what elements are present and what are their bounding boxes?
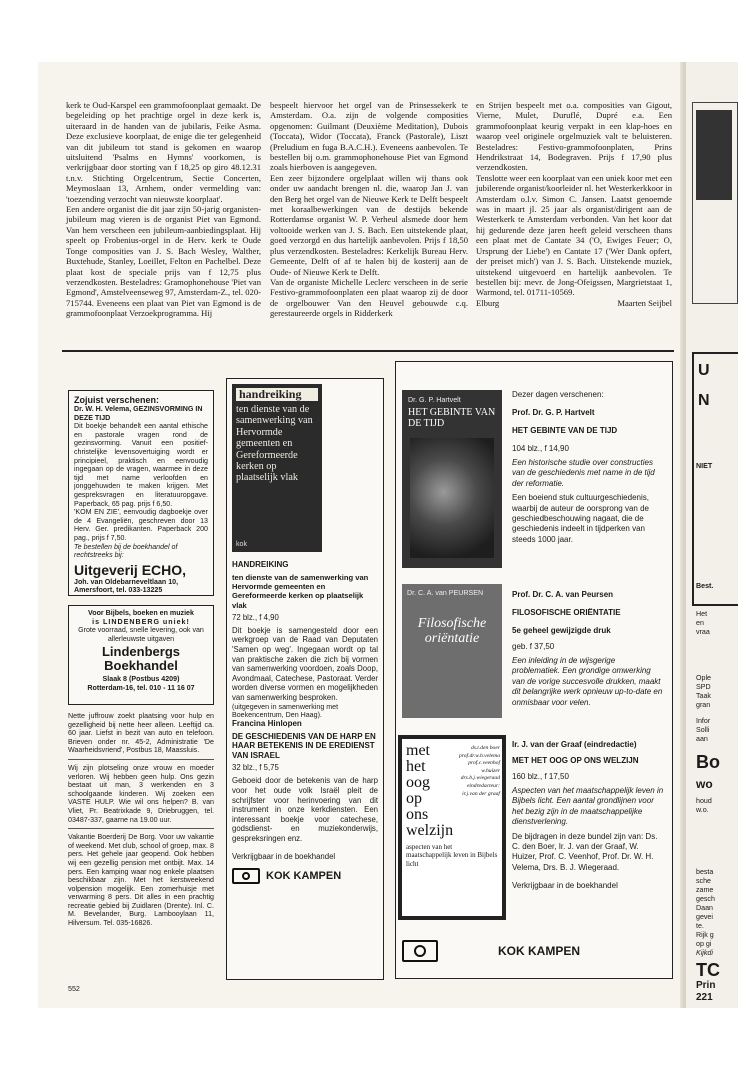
ad-lindenberg [68,605,214,705]
ad-address: Joh. van Oldebarneveltlaan 10, Amersfoort, tel. 033-13225 [74,577,179,595]
kok-brand-row [402,940,580,962]
article-column-2 [270,100,468,319]
neighbor-fragment: sche [696,877,711,885]
neighbor-fragment: Ople [696,674,711,682]
neighbor-fragment: Infor [696,717,711,725]
book-cover-handreiking [232,384,322,552]
book-title: HANDREIKING [232,560,289,569]
cover-word: ons [406,806,429,823]
classified-divider [68,828,214,829]
page-number: 552 [68,985,80,993]
ad-item: 'KOM EN ZIE', eenvoudig dagboekje over de 4 Evangeliën, geschreven door 13 Herv. Ger. predikanten. Paperback 200 pag., prijs f 7,50. [74,508,208,542]
cover-word: oog [406,774,430,791]
article-paragraph: Tenslotte weer een koorplaat van een uniek koor met een jubilerende organist/koorleider nl. het Westerkerkkoor in Amsterdam o.l.v. Simon C. Jansen. Laatst genoemde was in maart jl. 25 jaar als organist/dirigent aan de Westerkerk te Amsterdam verbonden. Van het koor dat hij gedurende deze jaren heeft geleid verscheen thans een plaat met de Cantate 34 ('O, Ewiges Feuer; O, Ursprung der Liebe') en Cantate 17 ('Wer Dank opfert, der preiset mich') van J. S. Bach. Uitstekende muziek, uitstekend uitgevoerd en hartelijk aanbevolen. Te bestellen bij: mevr. de Jong-Ofeigssen, Margrietstaat 1, Warmond, tel. 01711-10569. [476,172,672,298]
cover-word: welzijn [406,822,454,839]
cover-subtitle: aspecten van het maatschappelijk leven in Bijbels licht [406,843,498,868]
book-price: geb. f 37,50 [512,642,555,651]
cover-author: ds.t.den boer [470,745,500,751]
cover-artwork [410,438,494,558]
cover-subtitle: ten dienste van de samenwerking van Hervormde gemeenten en Gereformeerde kerken op plaatselijk vlak [236,404,313,484]
book-author: Prof. Dr. G. P. Hartvelt [512,408,595,417]
neighbor-fragment: N [698,392,710,409]
brand-name: KOK KAMPEN [266,869,342,882]
neighbor-fragment: vraa [696,628,710,636]
neighbor-fragment: gesch [696,895,715,903]
book-price: 72 blz., f 4,90 [232,612,279,622]
article-paragraph: en Strijen bespeelt met o.a. composities van Gigout, Vierne, Mulet, Duruflé, Dupré e.a. Een grammofoonplaat keurig verpakt in een klap-hoes en waarop veel originele orgelmuziek valt te beluisteren. Besteladres: Festivo-grammofoonplaten, Prins Hendrikstraat 14, Bodegraven. Prijs f 17,90 plus verzendkosten. [476,100,672,173]
article-paragraph: bespeelt hiervoor het orgel van de Prinsessekerk te Amsterdam. O.a. zijn de volgende composities opgenomen: Guilmant (Deuxième Meditation), Dubois (Toccata), Widor (Toccata), Franck (Pastorale), Liszt (Preludium en fuga B.A.C.H.). Eveneens aanbevolen. Te bestellen bij o.m. grammophonehouse Piet van Egmond zoals hierboven is aangegeven. [270,100,468,173]
article-column-1 [66,100,261,319]
neighbor-fragment: Rijk g [696,931,714,939]
ad-publisher: Uitgeverij ECHO, [74,561,187,578]
classified-ad: Nette juffrouw zoekt plaatsing voor hulp en gezelligheid bij nette heer alleen. Leeftijd ca. 60 jaar. Liefst in bezit van auto en telefoon. Brieven onder nr. 45-2, Administratie 'De Waarheidsvriend', Postbus 18, Maassluis. [68,712,214,755]
neighbor-fragment: gevei [696,913,713,921]
article-paragraph: Van de organiste Michelle Leclerc verscheen in de serie Festivo-grammofoonplaten een plaat waarop zij de door de orgelbouwer Van den Heuvel gebouwde c.q. gerestaureerde orgels in Ridderkerk [270,276,468,319]
neighbor-fragment: te. [696,922,704,930]
book-cover-gebinte [402,390,502,568]
cover-author: ir.j.van der graaf [462,790,500,797]
neighbor-fragment: en [696,619,704,627]
kok-right-text-2 [512,590,664,708]
neighbor-fragment: SPD [696,683,711,691]
neighbor-fragment: w.o. [696,806,709,814]
book-price: 32 blz., f 5,75 [232,763,279,773]
classified-divider [68,759,214,760]
classified-ad: Vakantie Boerderij De Borg. Voor uw vakantie of weekend. Met club, school of groep, max. 8 pers. Het gehele jaar geopend. Ook hebben wij een gezellig pension met ontbijt. Max. 14 pers. Een kamping waar nog enkele plaatsen beschikbaar zijn. Met het kerstweekend volpension mogelijk. Een zomerhuisje met verwarming 8 pers. Dit alles in een prachtig recreatie gebied bij Zuidlaren (Drente). Inl. C. M. Bevelander, Burg. Lambooylaan 11, Hilversum. Tel. 035-16826. [68,833,214,928]
neighbor-box [692,352,738,606]
kok-right-text-1 [512,390,664,545]
book-title: HET GEBINTE VAN DE TIJD [512,426,618,435]
neighbor-fragment: aan [696,735,708,743]
book-subtitle: ten dienste van de samenwerking van Hervormde gemeenten en Gereformeerde kerken op plaatselijk vlak [232,573,369,610]
neighbor-fragment: NIET [696,462,713,470]
classifieds [68,712,214,928]
book-price: 160 blz., f 17,50 [512,772,569,781]
book-author: Francina Hinlopen [232,718,302,728]
cover-author: prof.c.veenhof [468,760,500,767]
ad-heading: Zojuist verschenen: [74,395,160,405]
ad-intro: Dezer dagen verschenen: [512,390,604,399]
ad-line: Grote voorraad, snelle levering, ook van allerleuwste uitgaven [78,626,204,643]
ad-address: Rotterdam-16, tel. 010 - 11 16 07 [87,683,195,692]
brand-name: KOK KAMPEN [498,944,581,958]
book-edition: 5e geheel gewijzigde druk [512,626,611,635]
ad-line: is LINDENBERG uniek! [92,617,190,626]
book-author: Prof. Dr. C. A. van Peursen [512,590,614,599]
article-place: Elburg [476,297,500,308]
neighbor-fragment: Taak [696,692,711,700]
ad-line: Voor Bijbels, boeken en muziek [88,609,194,617]
neighbor-fragment: wo [696,777,713,791]
book-title: DE GESCHIEDENIS VAN DE HARP EN HAAR BETEKENIS IN DE EREDIENST VAN ISRAEL [232,731,376,760]
book-description: Dit boekje is samengesteld door een werkgroep van de Raad van Deputaten 'Samen op weg'. Ingegaan wordt op tal van praktische zaken die zich bij vormen van samenwerking voordoen, zoals Doop, Avondmaal, Catechese, Pastoraat. Verder worden diverse vormen en mogelijkheden van samenwerking besproken. [232,625,378,702]
kok-brand [232,868,378,884]
ad-shop-name: Lindenbergs [101,644,180,660]
kok-logo-icon [402,940,438,962]
cover-words [406,743,453,839]
neighbor-fragment: Bo [696,752,720,772]
kok-left-text [232,560,378,884]
neighbor-fragment: Daan [696,904,713,912]
ad-book-title: Dr. W. H. Velema, GEZINSVORMING IN DEZE TIJD [74,405,203,422]
cover-author: eindredacteur: [466,782,500,789]
cover-title: Filosofische oriëntatie [417,615,487,646]
book-description: Een inleiding in de wijsgerige problematiek. Een grondige omwerking van de vorige succesvolle drukken, maakt dit belangrijke werk opnieuw up-to-date en onmisbaar voor velen. [512,656,663,707]
kok-right-text-3 [512,740,664,891]
article-author: Maarten Seijbel [617,297,672,308]
cover-word: met [406,742,430,759]
neighbor-fragment: 221 [696,992,713,1003]
article-paragraph: Een zeer bijzondere orgelplaat willen wij thans ook onder uw aandacht brengen nl. die, waarop Jan J. van den Berg het orgel van de Nieuwe Kerk te Delft bespeelt met koraalbewerkingen van de destijds bekende Rotterdamse organist W. P. Verheul alsmede door hem voltooide werken van J. S. Bach. Een uitstekende plaat, goed verzorgd en dus hartelijk aanbevolen. Prijs f 18,50 plus verzendkosten. Besteladres: Kerkelijk Bureau Herv. Gemeente, Delft of af te halen bij de kosterij aan de Oude- of Nieuwe Kerk te Delft. [270,172,468,277]
neighbor-fragment: gran [696,701,711,709]
book-editor: Ir. J. van der Graaf (eindredactie) [512,740,637,749]
neighbor-page [684,62,738,1008]
book-description: Een boeiend stuk cultuurgeschiedenis, waarbij de auteur de oorsprong van de geschiedbeschouwing nagaat, die de geschiedenis indeelt in tijdperken van steeds 1000 jaar. [512,493,649,544]
article-paragraph: Een andere organist die dit jaar zijn 50-jarig organisten-jubileum mag vieren is de organist Piet van Egmond. Van hem verscheen een jubileum-aanbiedingsplaat. Hij speelt op Frobenius-orgel in de Herv. kerk te Oude Tonge composities van J. S. Bach Wesley, Walther, Buxtehude, Stanley, Loeillet, Felton en Pachelbel. Deze plaat kost de speciale prijs van f 12,75 plus verzendkosten. Besteladres: Gramophonehouse 'Piet van Egmond', Amstelveenseweg 97, Amsterdam-Z., tel. 020-715744. Eveneens een plaat van Piet van Egmond is de grammofoonplaat Verzoekprogramma. Hij [66,204,261,319]
cover-title: handreiking [236,388,318,401]
cover-word: het [406,758,426,775]
cover-author: w.huizer [481,767,500,774]
article-paragraph: kerk te Oud-Karspel een grammofoonplaat gemaakt. De begeleiding op het prachtige orgel in deze kerk is, uiteraard in de handen van de jubilaris, Feike Asma. Deze exclusieve koorplaat, de enige die ter gelegenheid van dit jubileum tot stand is gekomen en waarop uitsluitend 'Psalms en Hymns' voorkomen, is verkrijgbaar door storting van f 18,25 op giro 48.12.31 t.n.v. Stichting Orgelcentrum, Sectie Concerten, Meymoslaan 13, Arnhem, onder vermelding van: 'toezending verzocht van nieuwste koorplaat'. [66,100,261,204]
neighbor-fragment: Solli [696,726,710,734]
book-tagline: Een historische studie over constructies van de geschiedenis met name in de tijd der reformatie. [512,458,655,488]
neighbor-fragment: houd [696,797,712,805]
availability-note: Verkrijgbaar in de boekhandel [512,881,618,891]
article-column-3 [476,100,672,308]
book-title: MET HET OOG OP ONS WELZIJN [512,756,639,765]
ad-address: Slaak 8 (Postbus 4209) [102,675,180,684]
neighbor-fragment: Kijkdi [696,949,713,957]
ad-shop-name: Boekhandel [104,658,178,674]
availability-note: Verkrijgbaar in de boekhandel [232,851,336,861]
book-price: 104 blz., f 14,90 [512,444,569,453]
neighbor-fragment: TC [696,960,720,980]
section-divider [62,350,674,352]
neighbor-fragment: besta [696,868,714,876]
cover-title: HET GEBINTE VAN DE TIJD [408,406,496,429]
classified-ad: Wij zijn plotseling onze vrouw en moeder verloren. Wij hebben geen hulp. Ons gezin bestaat uit man, 3 werkenden en 3 schoolgaande kinderen. Wij zoeken een VASTE HULP. Wie wil ons helpen? B. van Vliet, Pr. Beatrixkade 9, Driebruggen, tel. 03487-337, gaarne na 19.00 uur. [68,763,214,824]
cover-author: Dr. G. P. Hartvelt [408,396,461,404]
book-note: (uitgegeven in samenwerking met Boekencentrum, Den Haag). [232,702,339,719]
cover-author: drs.b.j.wiegeraad [460,775,500,782]
cover-logo: kok [236,540,248,549]
ad-zojuist-verschenen [68,390,214,596]
ad-note: Te bestellen bij de boekhandel of rechtstreeks bij: [74,542,178,560]
book-tagline: Aspecten van het maatschappelijk leven in Bijbels licht. Een aantal grondlijnen voor het bezig zijn in de maatschappelijke dienstverlening. [512,786,664,827]
book-cover-filosofische [402,584,502,718]
book-cover-welzijn [398,735,506,920]
book-description: Geboeid door de betekenis van de harp voor het oude volk Israël pleit de schrijfster voor herinvoering van dit instrument in onze kerkdiensten. Een interessant boekje voor catechese, godsdienst- en muziekonderwijs, gespreksringen enz. [232,776,378,843]
neighbor-image [696,110,732,200]
neighbor-fragment: zame [696,886,714,894]
neighbor-fragment: Het [696,610,708,618]
book-description: De bijdragen in deze bundel zijn van: Ds. C. den Boer, Ir. J. van der Graaf, W. Huizer, Prof. C. Veenhof, Prof. Dr. W. H. Velema, Drs. B. J. Wiegeraad. [512,831,658,872]
cover-authors [448,745,500,798]
article-signature [476,298,672,308]
neighbor-fragment: Best. [696,582,714,590]
neighbor-fragment: Prin [696,980,716,991]
book-title: FILOSOFISCHE ORIËNTATIE [512,608,621,617]
cover-author: Dr. C. A. van PEURSEN [407,589,484,597]
cover-word: op [406,790,422,807]
neighbor-fragment: op gi [696,940,712,948]
ad-body: Dit boekje behandelt een aantal ethische en pastorale vragen rond de gezinsvorming. Vanuit een positief-christelijke levensovertuiging wordt er principieel, praktisch en eenvoudig ingegaan op de vragen, waarmee in deze tijd met name verloofden en jonggehuwden te maken krijgen. Met gespreksvragen en literatuuropgave. Paperback, 65 pag. prijs f 6,50. [74,422,208,508]
neighbor-fragment: U [698,362,710,379]
kok-logo-icon [232,868,260,884]
cover-author: prof.dr.w.h.velema [458,752,500,759]
